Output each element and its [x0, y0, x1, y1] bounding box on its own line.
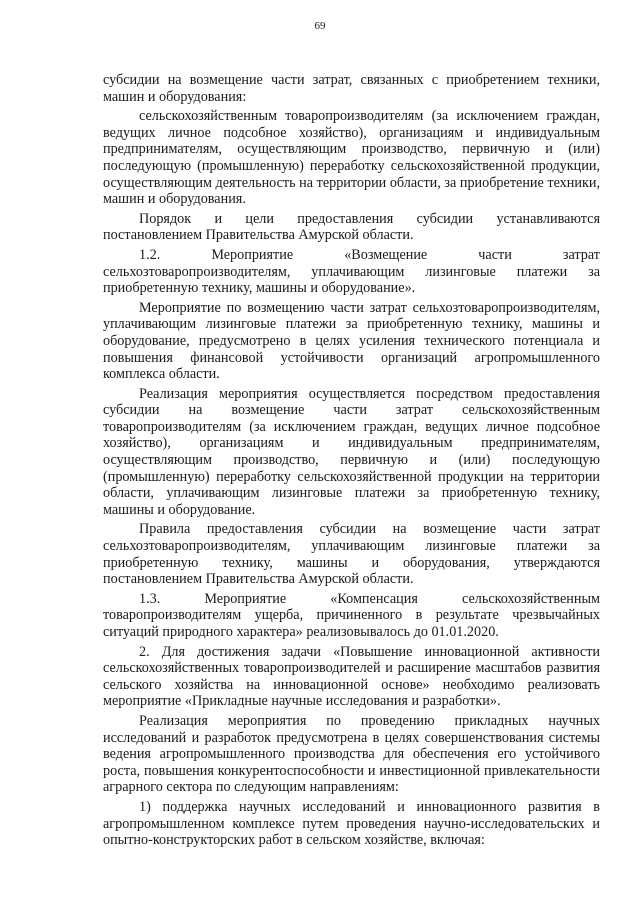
paragraph: 1.2. Мероприятие «Возмещение части затрат сельхозтоваропроизводителям, уплачивающим лизинговые платежи за приобретенную технику, машины и оборудование».	[103, 246, 600, 297]
paragraph: Порядок и цели предоставления субсидии устанавливаются постановлением Правительства Амурской области.	[103, 210, 600, 244]
paragraph: Правила предоставления субсидии на возмещение части затрат сельхозтоваропроизводителям, уплачивающим лизинговые платежи за приобретенную технику, машины и оборудования, утверждаются постановлением Правительства Амурской области.	[103, 521, 600, 588]
paragraph: субсидии на возмещение части затрат, связанных с приобретением техники, машин и оборудования:	[103, 72, 600, 105]
paragraph: 1) поддержка научных исследований и инновационного развития в агропромышленном комплексе путем проведения научно-исследовательских и опытно-конструкторских работ в сельском хозяйстве, включая:	[103, 798, 600, 849]
paragraph: Мероприятие по возмещению части затрат сельхозтоваропроизводителям, уплачивающим лизинговые платежи за приобретенную технику, машины и оборудование, предусмотрено в целях усиления технического потенциала и повышения финансовой устойчивости организаций агропромышленного комплекса области.	[103, 299, 600, 383]
paragraph: 2. Для достижения задачи «Повышение инновационной активности сельскохозяйственных товаропроизводителей и расширение масштабов развития сельского хозяйства на инновационной основе» необходимо реализовать мероприятие «Прикладные научные исследования и разработки».	[103, 643, 600, 710]
paragraph: Реализация мероприятия осуществляется посредством предоставления субсидии на возмещение части затрат сельскохозяйственным товаропроизводителям (за исключением граждан, ведущих личное подсобное хозяйство), организациям и индивидуальным предпринимателям, осуществляющим производство, первичную и (или) последующую (промышленную) переработку сельскохозяйственной продукции на территории области, уплачивающим лизинговые платежи за приобретенную технику, машины и оборудование.	[103, 385, 600, 518]
page-number: 69	[314, 20, 326, 32]
paragraph: сельскохозяйственным товаропроизводителям (за исключением граждан, ведущих личное подсобное хозяйство), организациям и индивидуальным предпринимателям, осуществляющим производство, первичную и (или) последующую (промышленную) переработку сельскохозяйственной продукции, осуществляющим деятельность на территории области, за приобретение техники, машин и оборудования.	[103, 108, 600, 208]
paragraph: Реализация мероприятия по проведению прикладных научных исследований и разработок предусмотрена в целях совершенствования системы ведения агропромышленного производства для обеспечения его устойчивого роста, повышения конкурентоспособности и инвестиционной привлекательности аграрного сектора по следующим направлениям:	[103, 712, 600, 796]
paragraph: 1.3. Мероприятие «Компенсация сельскохозяйственным товаропроизводителям ущерба, причиненного в результате чрезвычайных ситуаций природного характера» реализовывалось до 01.01.2020.	[103, 590, 600, 640]
document-body	[103, 72, 600, 852]
